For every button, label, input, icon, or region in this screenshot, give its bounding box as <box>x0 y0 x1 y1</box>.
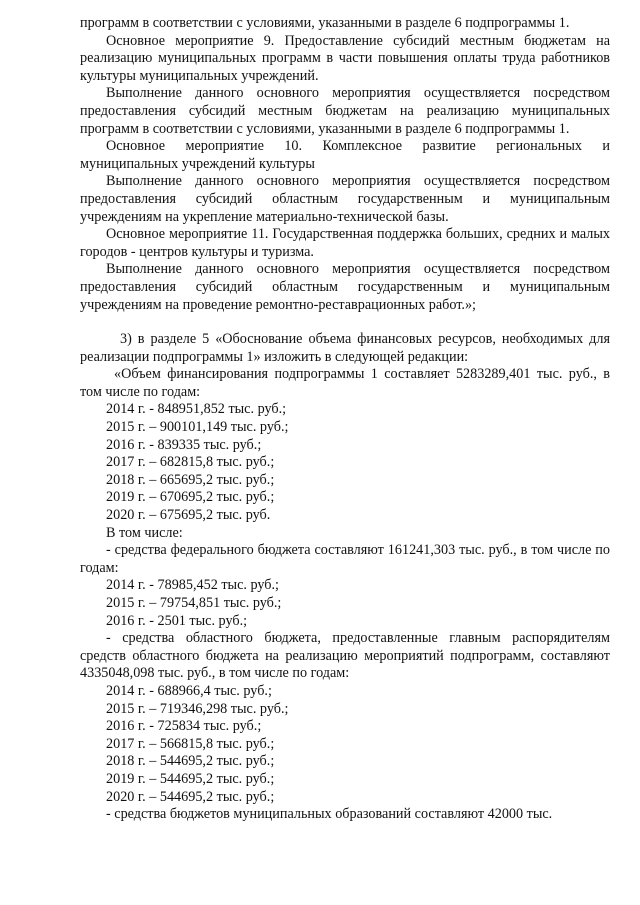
spacer <box>80 314 610 331</box>
list-item: 2018 г. – 544695,2 тыс. руб.; <box>106 753 275 770</box>
list-item: 2019 г. – 544695,2 тыс. руб.; <box>106 770 275 787</box>
paragraph-federal-budget: - средства федерального бюджета составляют 161241,303 тыс. руб., в том числе по годам: <box>80 542 610 576</box>
list-item: 2014 г. - 688966,4 тыс. руб.; <box>106 682 272 699</box>
list-item: 2020 г. – 675695,2 тыс. руб. <box>106 507 271 524</box>
paragraph-measure-10-implementation: Выполнение данного основного мероприятия осуществляется посредством предоставления субсидий областным государственным и муниципальным учреждениям на укрепление материально-технической базы. <box>80 173 610 225</box>
list-item: 2015 г. – 900101,149 тыс. руб.; <box>106 419 289 436</box>
paragraph-measure-11: Основное мероприятие 11. Государственная поддержка больших, средних и малых городов - центров культуры и туризма. <box>80 226 610 260</box>
list-item: 2016 г. - 2501 тыс. руб.; <box>106 612 248 629</box>
paragraph-measure-10: Основное мероприятие 10. Комплексное развитие региональных и муниципальных учреждений культуры <box>80 138 610 172</box>
paragraph-municipal-budget: - средства бюджетов муниципальных образований составляют 42000 тыс. <box>106 806 553 823</box>
paragraph-measure-9: Основное мероприятие 9. Предоставление субсидий местным бюджетам на реализацию муниципальных программ в части повышения оплаты труда работников культуры муниципальных учреждений. <box>80 32 610 84</box>
paragraph-continuation: программ в соответствии с условиями, указанными в разделе 6 подпрограммы 1. <box>80 15 570 31</box>
list-item: 2015 г. – 79754,851 тыс. руб.; <box>106 595 282 611</box>
list-item: 2014 г. - 848951,852 тыс. руб.; <box>106 401 287 418</box>
list-item: 2016 г. - 839335 тыс. руб.; <box>106 436 262 453</box>
federal-by-year-list <box>80 577 610 630</box>
list-item: 2017 г. – 682815,8 тыс. руб.; <box>106 454 275 471</box>
list-item: 2016 г. - 725834 тыс. руб.; <box>106 718 262 735</box>
paragraph-regional-budget: - средства областного бюджета, предоставленные главным распорядителям средств областного бюджета на реализацию мероприятий подпрограмм, составляют 4335048,098 тыс. руб., в том числе по годам: <box>80 630 610 682</box>
including-label: В том числе: <box>106 524 183 541</box>
list-item: 2017 г. – 566815,8 тыс. руб.; <box>106 735 275 752</box>
list-item: 2020 г. – 544695,2 тыс. руб.; <box>106 788 275 805</box>
list-item: 2018 г. – 665695,2 тыс. руб.; <box>106 471 275 488</box>
list-item: 2014 г. - 78985,452 тыс. руб.; <box>106 577 279 594</box>
list-item: 2019 г. – 670695,2 тыс. руб.; <box>106 489 275 506</box>
paragraph-total-financing: «Объем финансирования подпрограммы 1 составляет 5283289,401 тыс. руб., в том числе по годам: <box>80 366 610 400</box>
paragraph-section-3-intro: 3) в разделе 5 «Обоснование объема финансовых ресурсов, необходимых для реализации подпрограммы 1» изложить в следующей редакции: <box>80 331 610 365</box>
paragraph-measure-11-implementation: Выполнение данного основного мероприятия осуществляется посредством предоставления субсидий областным государственным и муниципальным учреждениям на проведение ремонтно-реставрационных работ.»; <box>80 261 610 313</box>
paragraph-measure-9-implementation: Выполнение данного основного мероприятия осуществляется посредством предоставления субсидий местным бюджетам на реализацию муниципальных программ в соответствии с условиями, указанными в разделе 6 подпрограммы 1. <box>80 85 610 137</box>
regional-by-year-list <box>80 683 610 806</box>
total-by-year-list <box>80 401 610 524</box>
list-item: 2015 г. – 719346,298 тыс. руб.; <box>106 700 289 717</box>
